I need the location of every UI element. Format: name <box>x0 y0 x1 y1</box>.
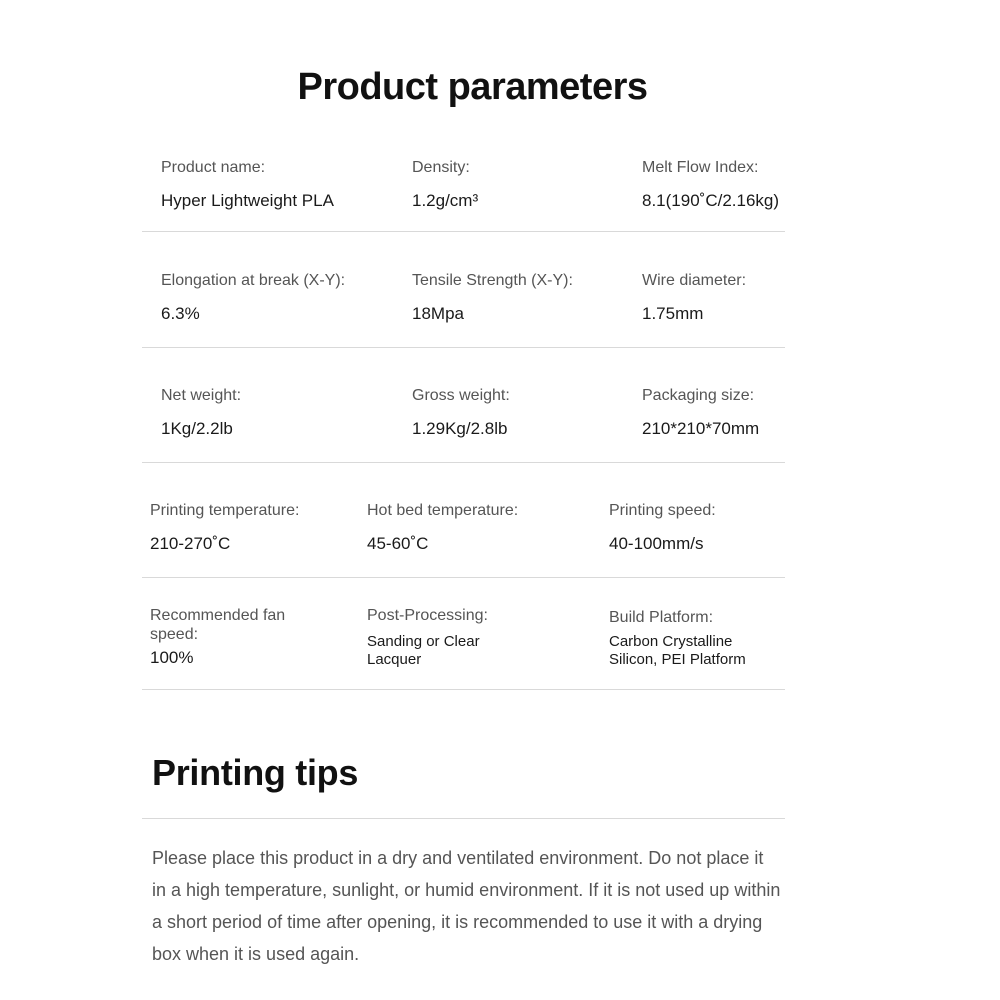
param-value: 6.3% <box>161 304 200 323</box>
param-value: Carbon Crystalline Silicon, PEI Platform <box>609 633 746 668</box>
param-value: 18Mpa <box>412 304 464 323</box>
param-density <box>412 158 622 211</box>
param-product-name <box>161 158 396 211</box>
param-tensile-strength <box>412 271 632 324</box>
param-value: 8.1(190˚C/2.16kg) <box>642 191 780 210</box>
param-hot-bed-temperature <box>367 501 597 554</box>
param-label: Hot bed temperature: <box>367 502 519 519</box>
param-value: 1.75mm <box>642 304 704 323</box>
param-value: Sanding or Clear Lacquer <box>367 633 480 668</box>
param-gross-weight <box>412 386 622 439</box>
param-post-processing <box>367 606 507 669</box>
parameter-row <box>142 232 785 348</box>
param-label: Tensile Strength (X-Y): <box>412 272 573 289</box>
param-label: Product name: <box>161 159 266 176</box>
divider <box>142 818 785 819</box>
param-label: Elongation at break (X-Y): <box>161 272 346 289</box>
param-label: Packaging size: <box>642 387 755 404</box>
parameter-row <box>142 150 785 232</box>
tips-text: Please place this product in a dry and ventilated environment. Do not place it in a high temperature, sunlight, or humid environment. If it is not used up within a short period of time after opening, it is recommended to use it with a drying box when it is used again. <box>152 848 781 964</box>
param-melt-flow-index <box>642 158 812 211</box>
param-label: Gross weight: <box>412 387 510 404</box>
parameter-row <box>142 463 785 578</box>
param-value: Hyper Lightweight PLA <box>161 191 334 210</box>
tips-title: Printing tips <box>152 752 359 793</box>
param-wire-diameter <box>642 271 802 324</box>
param-label: Printing speed: <box>609 502 716 519</box>
param-packaging-size <box>642 386 802 439</box>
param-label: Recommended fan speed: <box>150 607 286 643</box>
param-label: Wire diameter: <box>642 272 747 289</box>
param-label: Printing temperature: <box>150 502 300 519</box>
param-value: 40-100mm/s <box>609 534 704 553</box>
param-net-weight <box>161 386 391 439</box>
param-label: Net weight: <box>161 387 242 404</box>
param-value: 45-60˚C <box>367 534 429 553</box>
param-label: Build Platform: <box>609 609 714 626</box>
param-printing-temperature <box>150 501 360 554</box>
param-label: Post-Processing: <box>367 607 488 624</box>
param-build-platform <box>609 608 781 669</box>
param-elongation <box>161 271 401 324</box>
param-value: 210-270˚C <box>150 534 231 553</box>
param-fan-speed <box>150 606 335 668</box>
param-value: 1.29Kg/2.8lb <box>412 419 508 438</box>
param-printing-speed <box>609 501 779 554</box>
param-value: 1.2g/cm³ <box>412 191 479 210</box>
param-value: 210*210*70mm <box>642 419 760 438</box>
page-title: Product parameters <box>297 66 648 108</box>
param-value: 100% <box>150 648 194 667</box>
param-value: 1Kg/2.2lb <box>161 419 233 438</box>
parameter-row <box>142 348 785 463</box>
param-label: Melt Flow Index: <box>642 159 759 176</box>
param-label: Density: <box>412 159 470 176</box>
parameter-row <box>142 578 785 690</box>
